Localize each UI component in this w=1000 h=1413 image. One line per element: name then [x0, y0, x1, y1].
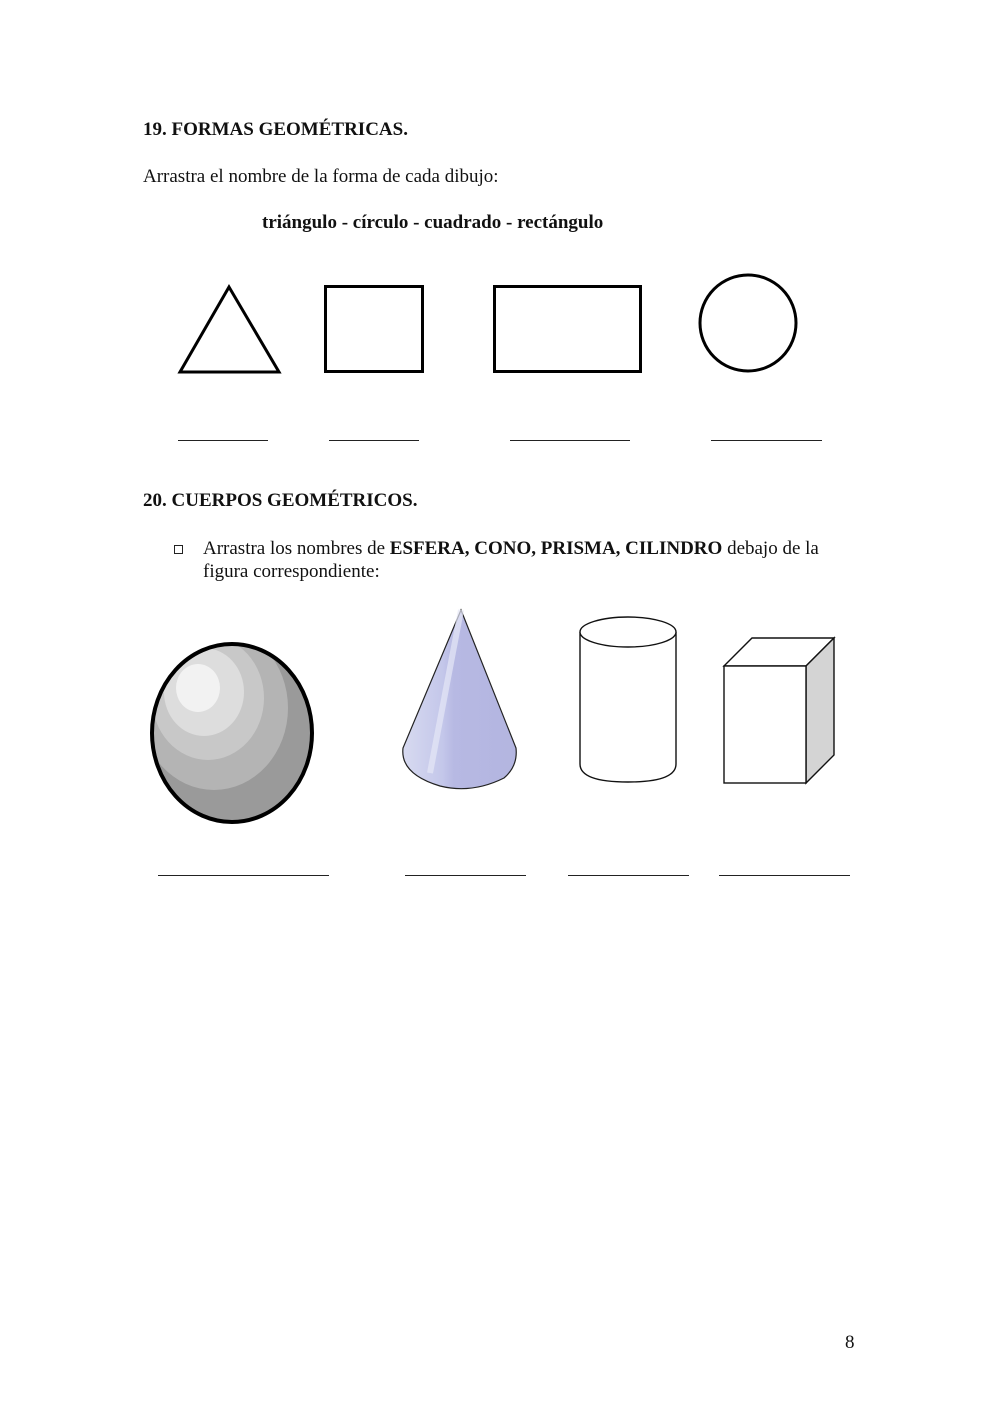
section-19-instruction: Arrastra el nombre de la forma de cada dibujo:	[143, 166, 499, 187]
cylinder-icon	[577, 614, 681, 786]
answer-blank-sphere[interactable]	[158, 875, 329, 876]
page-number: 8	[845, 1332, 855, 1353]
answer-blank-cone[interactable]	[405, 875, 526, 876]
answer-blank-circle[interactable]	[711, 440, 822, 441]
circle-icon	[698, 272, 800, 374]
triangle-icon	[178, 284, 278, 374]
bullet-square-icon	[174, 545, 183, 554]
answer-blank-prism[interactable]	[719, 875, 850, 876]
section-19-title: 19. FORMAS GEOMÉTRICAS.	[143, 119, 408, 140]
answer-blank-rectangle[interactable]	[510, 440, 630, 441]
instruction-text-start: Arrastra los nombres de	[203, 538, 390, 559]
section-20-title: 20. CUERPOS GEOMÉTRICOS.	[143, 490, 418, 511]
prism-icon	[722, 636, 837, 786]
answer-blank-cylinder[interactable]	[568, 875, 689, 876]
instruction-bold-names: ESFERA, CONO, PRISMA, CILINDRO	[389, 538, 723, 559]
rectangle-icon	[493, 285, 642, 373]
square-icon	[324, 285, 424, 373]
answer-blank-square[interactable]	[329, 440, 419, 441]
section-20-instruction	[203, 537, 883, 583]
instruction-line-2: figura correspondiente:	[203, 561, 380, 582]
answer-blank-triangle[interactable]	[178, 440, 268, 441]
cone-icon	[400, 608, 520, 798]
sphere-icon	[150, 642, 320, 828]
word-bank: triángulo - círculo - cuadrado - rectángulo	[262, 212, 604, 233]
instruction-text-end: debajo de la	[722, 538, 819, 559]
